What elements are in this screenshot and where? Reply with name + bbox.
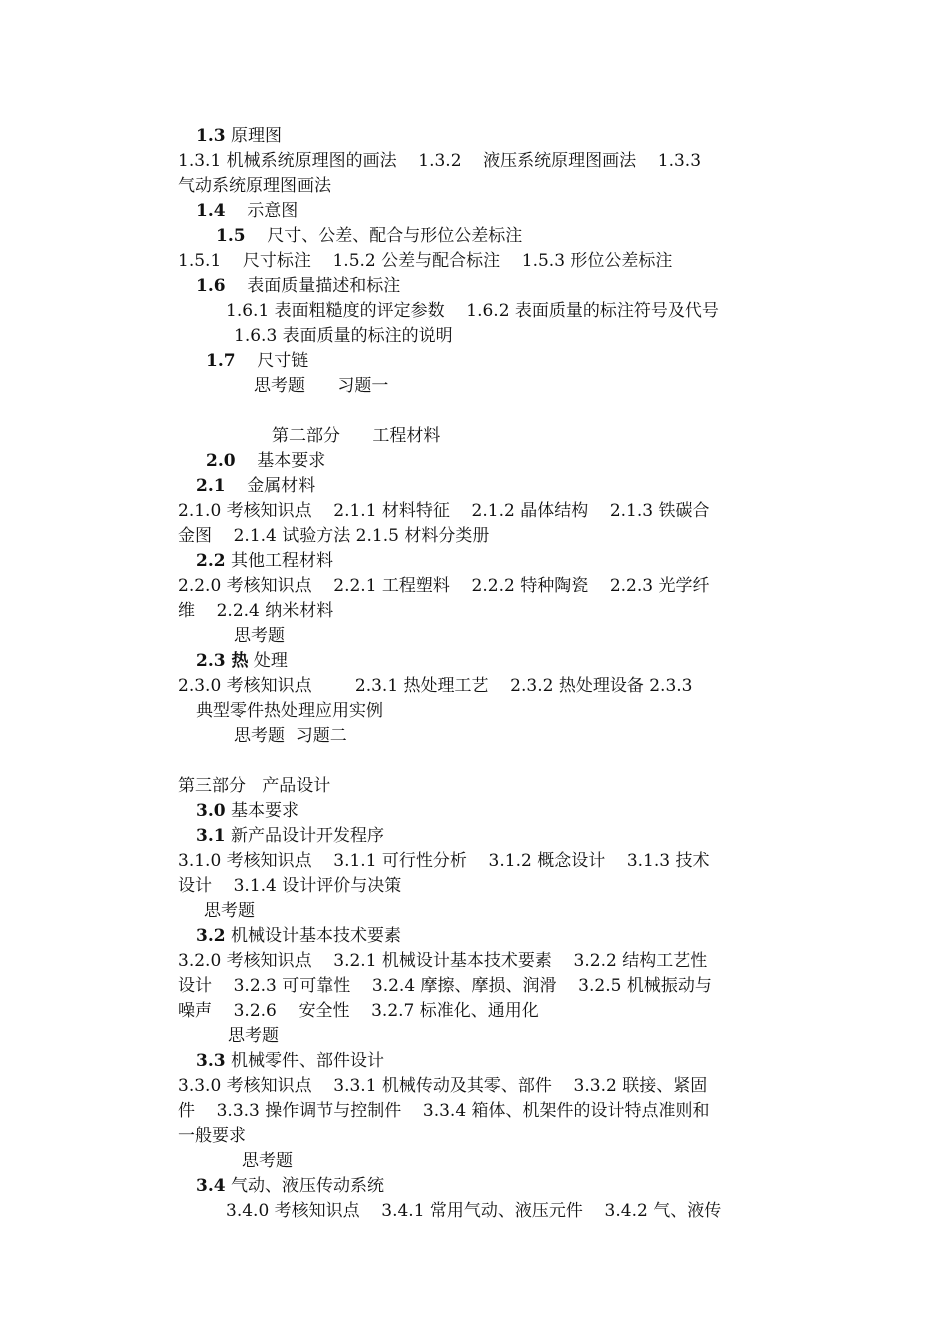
section-number: 2.3 热 — [196, 651, 249, 671]
line-text: 尺寸、公差、配合与形位公差标注 — [245, 226, 523, 246]
text-line — [234, 324, 453, 349]
text-line — [206, 349, 308, 374]
text-line — [178, 774, 330, 799]
text-line — [178, 574, 709, 599]
text-line — [196, 699, 383, 724]
section-number: 2.1 — [196, 476, 226, 496]
text-line — [254, 374, 388, 399]
section-number: 3.4 — [196, 1176, 226, 1196]
line-text: 机械零件、部件设计 — [225, 1051, 384, 1071]
text-line — [216, 224, 522, 249]
section-number: 1.5 — [216, 226, 246, 246]
text-line — [242, 1149, 293, 1174]
section-number: 1.4 — [196, 201, 226, 221]
text-line — [178, 499, 709, 524]
line-text: 思考题 — [242, 1151, 293, 1171]
line-text: 处理 — [248, 651, 288, 671]
text-line — [196, 199, 298, 224]
line-text: 典型零件热处理应用实例 — [196, 701, 383, 721]
text-line — [196, 649, 288, 674]
line-text: 3.3.0 考核知识点 3.3.1 机械传动及其零、部件 3.3.2 联接、紧固 — [178, 1076, 708, 1096]
line-text: 3.1.0 考核知识点 3.1.1 可行性分析 3.1.2 概念设计 3.1.3 技术 — [178, 851, 710, 871]
text-line — [178, 599, 333, 624]
line-text: 气动系统原理图画法 — [178, 176, 331, 196]
line-text: 1.6.1 表面粗糙度的评定参数 1.6.2 表面质量的标注符号及代号 — [226, 301, 719, 321]
text-line — [196, 274, 400, 299]
line-text: 基本要求 — [225, 801, 299, 821]
line-text: 3.2.0 考核知识点 3.2.1 机械设计基本技术要素 3.2.2 结构工艺性 — [178, 951, 708, 971]
line-text: 2.2.0 考核知识点 2.2.1 工程塑料 2.2.2 特种陶瓷 2.2.3 光学纤 — [178, 576, 710, 596]
section-number: 1.3 — [196, 126, 226, 146]
section-number: 3.3 — [196, 1051, 226, 1071]
line-text: 思考题 习题二 — [234, 726, 347, 746]
line-text: 思考题 习题一 — [254, 376, 389, 396]
line-text: 1.3.1 机械系统原理图的画法 1.3.2 液压系统原理图画法 1.3.3 — [178, 151, 702, 171]
line-text: 原理图 — [225, 126, 282, 146]
line-text: 基本要求 — [235, 451, 326, 471]
text-line — [178, 174, 331, 199]
line-text: 1.5.1 尺寸标注 1.5.2 公差与配合标注 1.5.3 形位公差标注 — [178, 251, 673, 271]
text-line — [178, 1124, 246, 1149]
section-number: 2.0 — [206, 451, 236, 471]
text-line — [178, 974, 712, 999]
text-line — [204, 899, 255, 924]
section-number: 3.0 — [196, 801, 226, 821]
text-line — [178, 524, 489, 549]
line-text: 尺寸链 — [235, 351, 309, 371]
section-number: 3.1 — [196, 826, 226, 846]
line-text: 思考题 — [204, 901, 255, 921]
line-text: 新产品设计开发程序 — [225, 826, 384, 846]
line-text: 第二部分 工程材料 — [272, 426, 441, 446]
text-line — [178, 849, 709, 874]
line-text: 思考题 — [228, 1026, 279, 1046]
line-text: 件 3.3.3 操作调节与控制件 3.3.4 箱体、机架件的设计特点准则和 — [178, 1101, 710, 1121]
section-number: 1.6 — [196, 276, 226, 296]
line-text: 维 2.2.4 纳米材料 — [178, 601, 334, 621]
line-text: 2.1.0 考核知识点 2.1.1 材料特征 2.1.2 晶体结构 2.1.3 铁碳合 — [178, 501, 710, 521]
line-text: 2.3.0 考核知识点 2.3.1 热处理工艺 2.3.2 热处理设备 2.3.3 — [178, 676, 693, 696]
text-line — [234, 724, 347, 749]
text-line — [178, 249, 672, 274]
text-line — [178, 874, 401, 899]
text-line — [178, 674, 692, 699]
text-line — [226, 1199, 721, 1224]
text-line — [178, 1074, 707, 1099]
text-line — [196, 124, 282, 149]
text-line — [196, 824, 384, 849]
text-line — [178, 1099, 710, 1124]
text-line — [196, 799, 299, 824]
line-text: 设计 3.1.4 设计评价与决策 — [178, 876, 402, 896]
line-text: 1.6.3 表面质量的标注的说明 — [234, 326, 453, 346]
line-text: 表面质量描述和标注 — [225, 276, 401, 296]
text-line — [234, 624, 285, 649]
line-text: 一般要求 — [178, 1126, 246, 1146]
line-text: 3.4.0 考核知识点 3.4.1 常用气动、液压元件 3.4.2 气、液传 — [226, 1201, 722, 1221]
text-line — [272, 424, 440, 449]
line-text: 思考题 — [234, 626, 285, 646]
line-text: 示意图 — [225, 201, 299, 221]
text-line — [196, 924, 401, 949]
text-line — [178, 949, 707, 974]
line-text: 气动、液压传动系统 — [225, 1176, 384, 1196]
section-number: 3.2 — [196, 926, 226, 946]
text-line — [196, 1174, 384, 1199]
line-text: 第三部分 产品设计 — [178, 776, 331, 796]
text-line — [196, 1049, 384, 1074]
text-line — [178, 999, 539, 1024]
section-number: 1.7 — [206, 351, 236, 371]
line-text: 其他工程材料 — [225, 551, 333, 571]
text-line — [178, 149, 701, 174]
text-line — [228, 1024, 279, 1049]
line-text: 机械设计基本技术要素 — [225, 926, 401, 946]
line-text: 噪声 3.2.6 安全性 3.2.7 标准化、通用化 — [178, 1001, 539, 1021]
text-line — [196, 474, 315, 499]
text-line — [206, 449, 325, 474]
text-line — [226, 299, 719, 324]
section-number: 2.2 — [196, 551, 226, 571]
text-line — [196, 549, 333, 574]
line-text: 金图 2.1.4 试验方法 2.1.5 材料分类册 — [178, 526, 490, 546]
line-text: 设计 3.2.3 可可靠性 3.2.4 摩擦、摩损、润滑 3.2.5 机械振动与 — [178, 976, 712, 996]
line-text: 金属材料 — [225, 476, 316, 496]
